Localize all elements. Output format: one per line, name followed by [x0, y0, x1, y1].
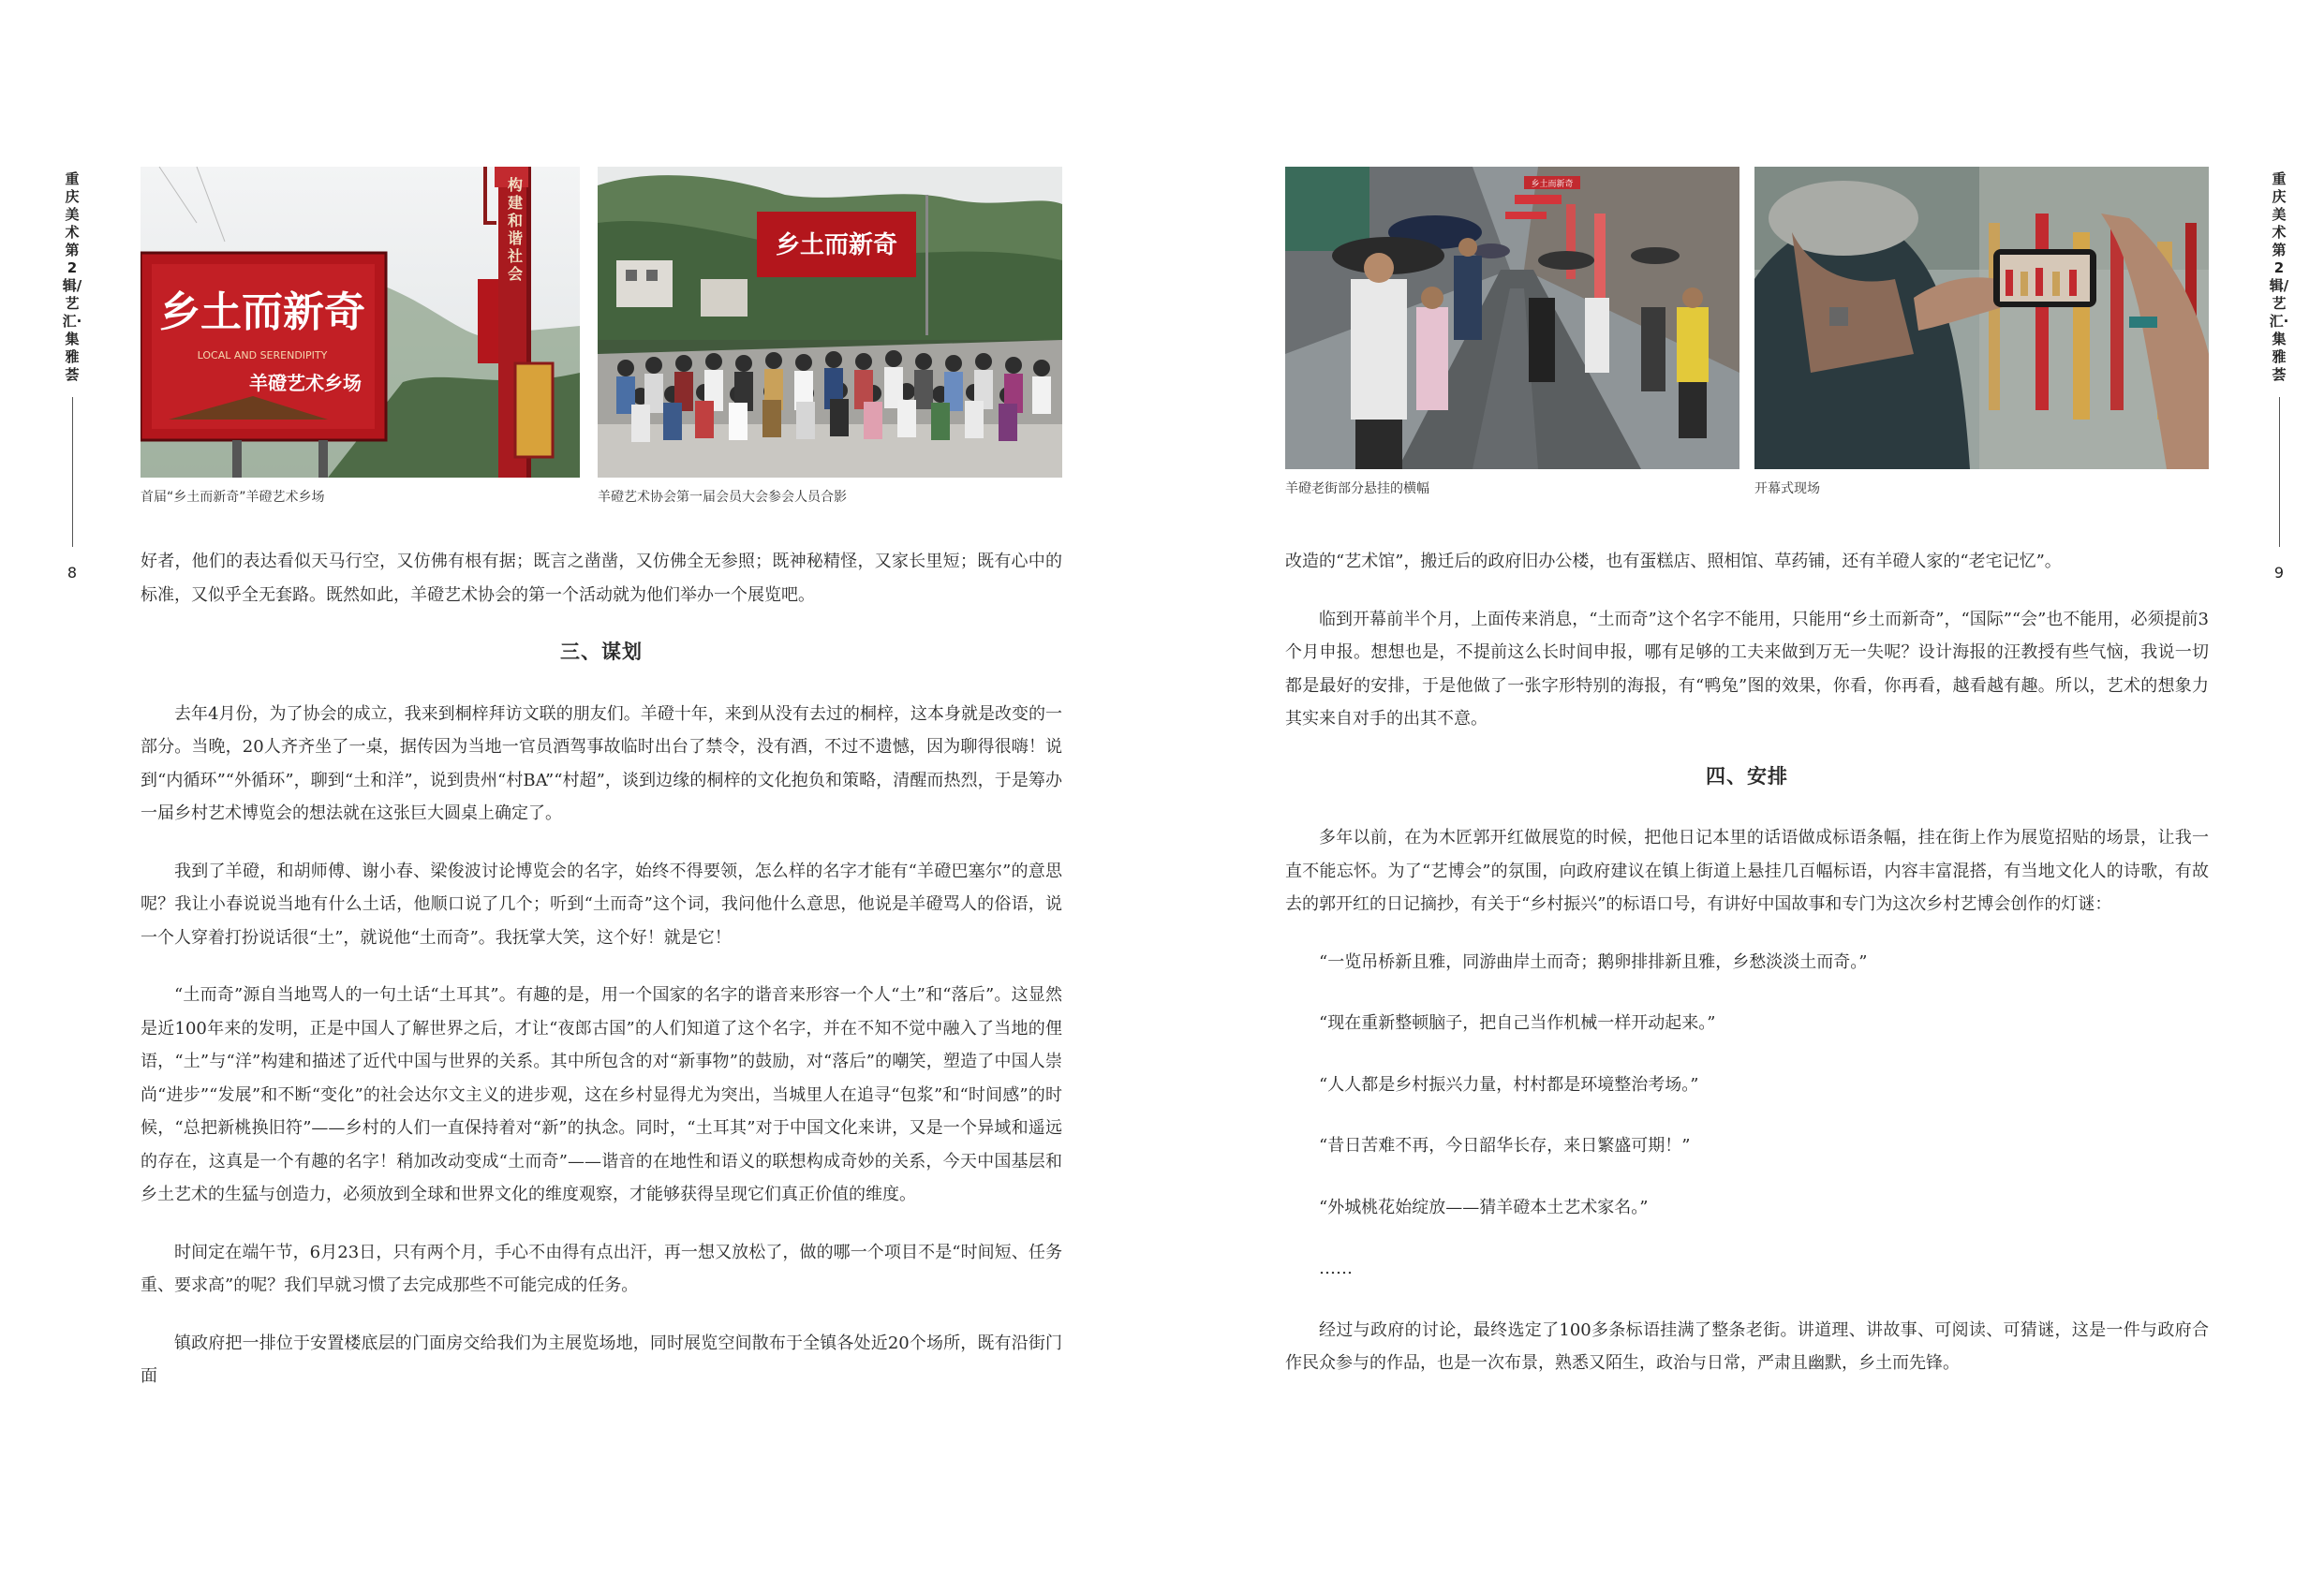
right-page — [1162, 0, 2324, 1577]
caption-ceremony: 开幕式现场 — [1754, 481, 1820, 496]
street-banner-text: 乡土而新奇 — [1531, 180, 1574, 189]
left-paragraph-3: “土而奇”源自当地骂人的一句土话“土耳其”。有趣的是，用一个国家的名字的谐音来形容一个人“土”和“落后”。这显然是近100年来的发明，正是中国人了解世界之后，才让“夜郎古国”的人们知道了这个名字，并在不知不觉中融入了当地的俚语，“土”与“洋”构建和描述了近代中国与世界的关系。其中所包含的对“新事物”的鼓励，对“落后”的嘲笑，塑造了中国人崇尚“进步”“发展”和不断“变化”的社会达尔文主义的进步观，这在乡村显得尤为突出，当城里人在追寻“包浆”和“时间感”的时候，“总把新桃换旧符”——乡村的人们一直保持着对“新”的执念。同时，“土耳其”对于中国文化来讲，又是一个异域和遥远的存在，这真是一个有趣的名字！稍加改动变成“土而奇”——谐音的在地性和语义的联想构成奇妙的关系，今天中国基层和乡土艺术的生猛与创造力，必须放到全球和世界文化的维度观察，才能够获得呈现它们真正价值的维度。 — [141, 985, 1062, 1204]
slogan-5: “外城桃花始绽放——猜羊磴本土艺术家名。” — [1319, 1197, 1649, 1217]
group-banner-text: 乡土而新奇 — [775, 231, 898, 259]
section-heading-4: 四、安排 — [1706, 764, 1788, 788]
left-side-rule — [72, 397, 73, 547]
right-side-rule — [2279, 397, 2280, 547]
caption-street: 羊磴老街部分悬挂的横幅 — [1285, 481, 1429, 496]
ceremony-illustration — [1754, 167, 2209, 469]
right-paragraph-1: 临到开幕前半个月，上面传来消息，“土而奇”这个名字不能用，只能用“乡土而新奇”，“国际”“会”也不能用，必须提前3个月申报。想想也是，不提前这么长时间申报，哪有足够的工夫来做到万无一失呢？设计海报的汪教授有些气恼，我说一切都是最好的安排，于是他做了一张字形特别的海报，有“鸭兔”图的效果，你看，你再看，越看越有趣。所以，艺术的想象力其实来自对手的出其不意。 — [1285, 609, 2209, 729]
left-paragraph-4: 时间定在端午节，6月23日，只有两个月，手心不由得有点出汗，再一想又放松了，做的哪一个项目不是“时间短、任务重、要求高”的呢？我们早就习惯了去完成那些不可能完成的任务。 — [141, 1242, 1062, 1295]
right-continuation: 改造的“艺术馆”，搬迁后的政府旧办公楼，也有蛋糕店、照相馆、草药铺，还有羊磴人家的“老宅记忆”。 — [1285, 552, 2062, 571]
left-paragraph-5: 镇政府把一排位于安置楼底层的门面房交给我们为主展览场地，同时展览空间散布于全镇各处近20个场所，既有沿街门面 — [141, 1333, 1062, 1386]
billboard-english: LOCAL AND SERENDIPITY — [197, 349, 328, 361]
caption-group: 羊磴艺术协会第一届会员大会参会人员合影 — [598, 490, 847, 505]
left-paragraph-2: 我到了羊磴，和胡师傅、谢小春、梁俊波讨论博览会的名字，始终不得要领，怎么样的名字才能有“羊磴巴塞尔”的意思呢？我让小春说说当地有什么土话，他顺口说了几个；听到“土而奇”这个词，我问他什么意思，他说是羊磴骂人的俗语，说一个人穿着打扮说话很“土”，就说他“土而奇”。我抚掌大笑，这个好！就是它！ — [141, 861, 1062, 948]
slogan-2: “现在重新整顿脑子，把自己当作机械一样开动起来。” — [1319, 1013, 1716, 1033]
pillar-text: 构建和谐社会 — [507, 176, 523, 283]
slogan-3: “人人都是乡村振兴力量，村村都是环境整治考场。” — [1319, 1074, 1699, 1095]
left-paragraph-1: 去年4月份，为了协会的成立，我来到桐梓拜访文联的朋友们。羊磴十年，来到从没有去过的桐梓，这本身就是改变的一部分。当晚，20人齐齐坐了一桌，据传因为当地一官员酒驾事故临时出台了禁令，没有酒，不过不遗憾，因为聊得很嗨！说到“内循环”“外循环”，聊到“土和洋”，说到贵州“村BA”“村超”，谈到边缘的桐梓的文化抱负和策略，清醒而热烈，于是筹办一届乡村艺术博览会的想法就在这张巨大圆桌上确定了。 — [141, 703, 1062, 823]
slogan-1: “一览吊桥新且雅，同游曲岸土而奇；鹅卵排排新且雅，乡愁淡淡土而奇。” — [1319, 951, 1868, 972]
billboard-subtitle: 羊磴艺术乡场 — [249, 372, 362, 394]
left-continuation: 好者，他们的表达看似天马行空，又仿佛有根有据；既言之凿凿，又仿佛全无参照；既神秘精怪，又家长里短；既有心中的标准，又似乎全无套路。既然如此，羊磴艺术协会的第一个活动就为他们举办一个展览吧。 — [141, 552, 1062, 605]
right-side-title: 重庆美术第2辑/艺汇·集雅荟 — [2269, 170, 2289, 383]
photo-billboard — [141, 167, 580, 478]
photo-street-banners — [1285, 167, 1739, 469]
left-side-title: 重庆美术第2辑/艺汇·集雅荟 — [62, 170, 82, 383]
right-text-column — [1285, 545, 2209, 1405]
left-text-column — [141, 545, 1062, 1418]
right-paragraph-3: 经过与政府的讨论，最终选定了100多条标语挂满了整条老街。讲道理、讲故事、可阅读、可猜谜，这是一件与政府合作民众参与的作品，也是一次布景，熟悉又陌生，政治与日常，严肃且幽默，乡土而先锋。 — [1285, 1319, 2209, 1373]
left-running-head — [62, 170, 82, 582]
group-photo-illustration — [598, 167, 1062, 478]
slogan-ellipsis: …… — [1319, 1259, 1353, 1278]
section-heading-3: 三、谋划 — [560, 641, 643, 663]
right-page-number: 9 — [2273, 564, 2285, 582]
slogan-4: “昔日苦难不再，今日韶华长存，来日繁盛可期！” — [1319, 1136, 1691, 1156]
right-paragraph-2: 多年以前，在为木匠郭开红做展览的时候，把他日记本里的话语做成标语条幅，挂在街上作为展览招贴的场景，让我一直不能忘怀。为了“艺博会”的氛围，向政府建议在镇上街道上悬挂几百幅标语，内容丰富混搭，有当地文化人的诗歌，有故去的郭开红的日记摘抄，有关于“乡村振兴”的标语口号，有讲好中国故事和专门为这次乡村艺博会创作的灯谜： — [1285, 828, 2209, 914]
right-running-head — [2269, 170, 2289, 582]
billboard-title: 乡土而新奇 — [159, 288, 365, 336]
photo-opening-ceremony — [1754, 167, 2209, 469]
photo-group — [598, 167, 1062, 478]
left-page-number: 8 — [67, 564, 78, 582]
street-illustration — [1285, 167, 1739, 469]
caption-billboard: 首届“乡土而新奇”羊磴艺术乡场 — [141, 490, 325, 505]
